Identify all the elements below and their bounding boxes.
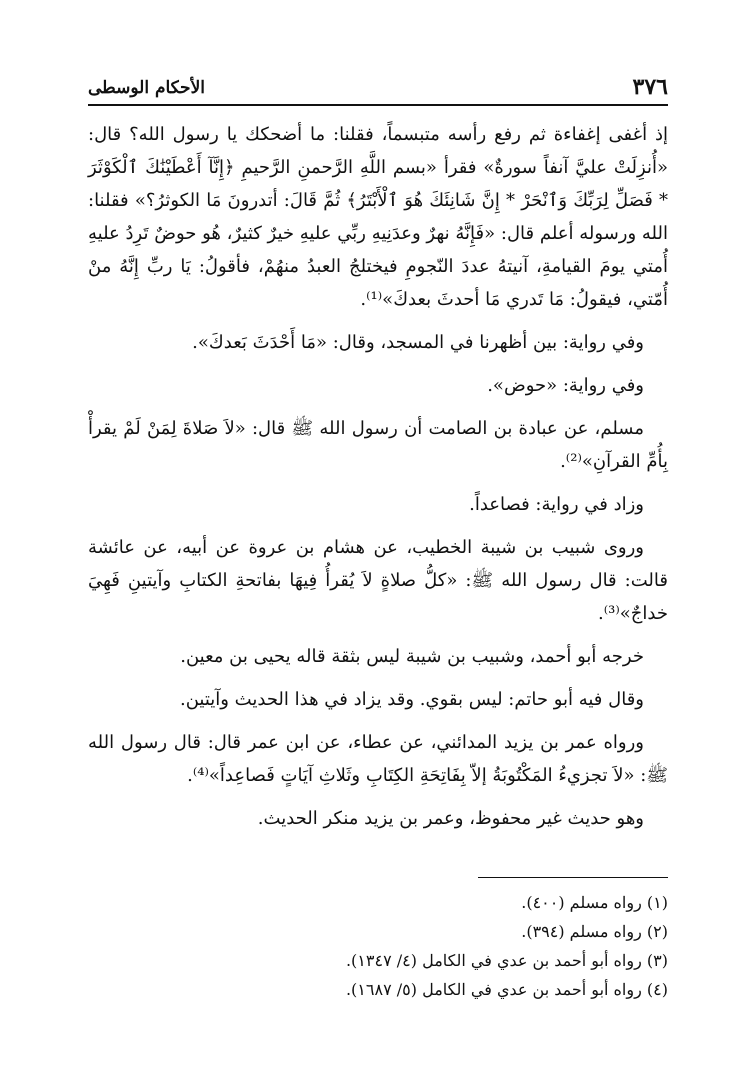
footnote-2: (٢) رواه مسلم (٣٩٤). — [521, 922, 668, 941]
paragraph-zada: وزاد في رواية: فصاعداً. — [469, 494, 644, 515]
paragraph-ghayr-mahfuz: وهو حديث غير محفوظ، وعمر بن يزيد منكر الحديث. — [257, 808, 644, 829]
page-number: ٣٧٦ — [632, 74, 668, 100]
paragraph-riwaya-1: وفي رواية: بين أظهرنا في المسجد، وقال: «مَا أَحْدَثَ بَعدكَ». — [192, 332, 644, 353]
paragraph-abu-hatim: وقال فيه أبو حاتم: ليس بقوي. وقد يزاد في هذا الحديث وآيتين. — [179, 689, 644, 710]
running-title: الأحكام الوسطى — [88, 78, 205, 98]
paragraph-kharrajahu: خرجه أبو أحمد، وشبيب بن شيبة ليس بثقة قاله يحيى بن معين. — [180, 646, 644, 667]
body-text — [88, 118, 668, 845]
paragraph-umar-bin-yazid: ورواه عمر بن يزيد المدائني، عن عطاء، عن ابن عمر قال: قال رسول الله ﷺ: «لاَ تجزيءُ المَكْتُوبَةُ إلاّ بِفَاتِحَةِ الكِتَابِ وثَلاثِ آيَاتٍ فَصاعِداً»⁽⁴⁾. — [88, 732, 668, 786]
paragraph-shabib: وروى شبيب بن شيبة الخطيب، عن هشام بن عروة عن أبيه، عن عائشة قالت: قال رسول الله ﷺ: «كلُّ صلاةٍ لاَ يُقرأُ فِيهَا بفاتحةِ الكتابِ وآيتينِ فَهِيَ خداجٌ»⁽³⁾. — [88, 537, 668, 624]
paragraph-muslim-ubada: مسلم، عن عبادة بن الصامت أن رسول الله ﷺ قال: «لاَ صَلاةَ لِمَنْ لَمْ يقرأْ بِأُمِّ القرآنِ»⁽²⁾. — [88, 418, 668, 472]
footnote-3: (٣) رواه أبو أحمد بن عدي في الكامل (٤/ ١٣٤٧). — [345, 951, 668, 970]
footnote-separator — [478, 877, 668, 878]
paragraph-riwaya-2: وفي رواية: «حوض». — [487, 375, 644, 396]
footnote-1: (١) رواه مسلم (٤٠٠). — [521, 893, 668, 912]
paragraph-kawthar: إذ أغفى إغفاءة ثم رفع رأسه متبسماً، فقلنا: ما أضحكك يا رسول الله؟ قال: «أُنزِلَتْ عليَّ آنفاً سورةٌ» فقرأ «بسم اللَّهِ الرَّحمنِ الرَّحيمِ ﴿إِنَّآ أَعْطَيْنَٰكَ ٱلْكَوْثَرَ * فَصَلِّ لِرَبِّكَ وَٱنْحَرْ * إِنَّ شَانِئَكَ هُوَ ٱلْأَبْتَرُ﴾ ثُمَّ قَالَ: أتدرونَ مَا الكوثرُ؟» فقلنا: الله ورسوله أعلم قال: «فَإِنَّهُ نهرٌ وعدَنِيهِ ربِّي عليهِ خيرٌ كثيرٌ، هُو حوضٌ تَرِدُ عليهِ أُمتي يومَ القيامةِ، آنيتهُ عددَ النّجومِ فيختلجُ العبدُ منهُمْ، فأقولُ: يَا ربِّ إِنَّهُ منْ أُمّتي، فيقولُ: مَا تَدري مَا أحدثَ بعدكَ»⁽¹⁾. — [88, 124, 668, 310]
page-header — [88, 72, 668, 106]
footnotes — [88, 888, 668, 1004]
footnote-4: (٤) رواه أبو أحمد بن عدي في الكامل (٥/ ١٦٨٧). — [345, 980, 668, 999]
